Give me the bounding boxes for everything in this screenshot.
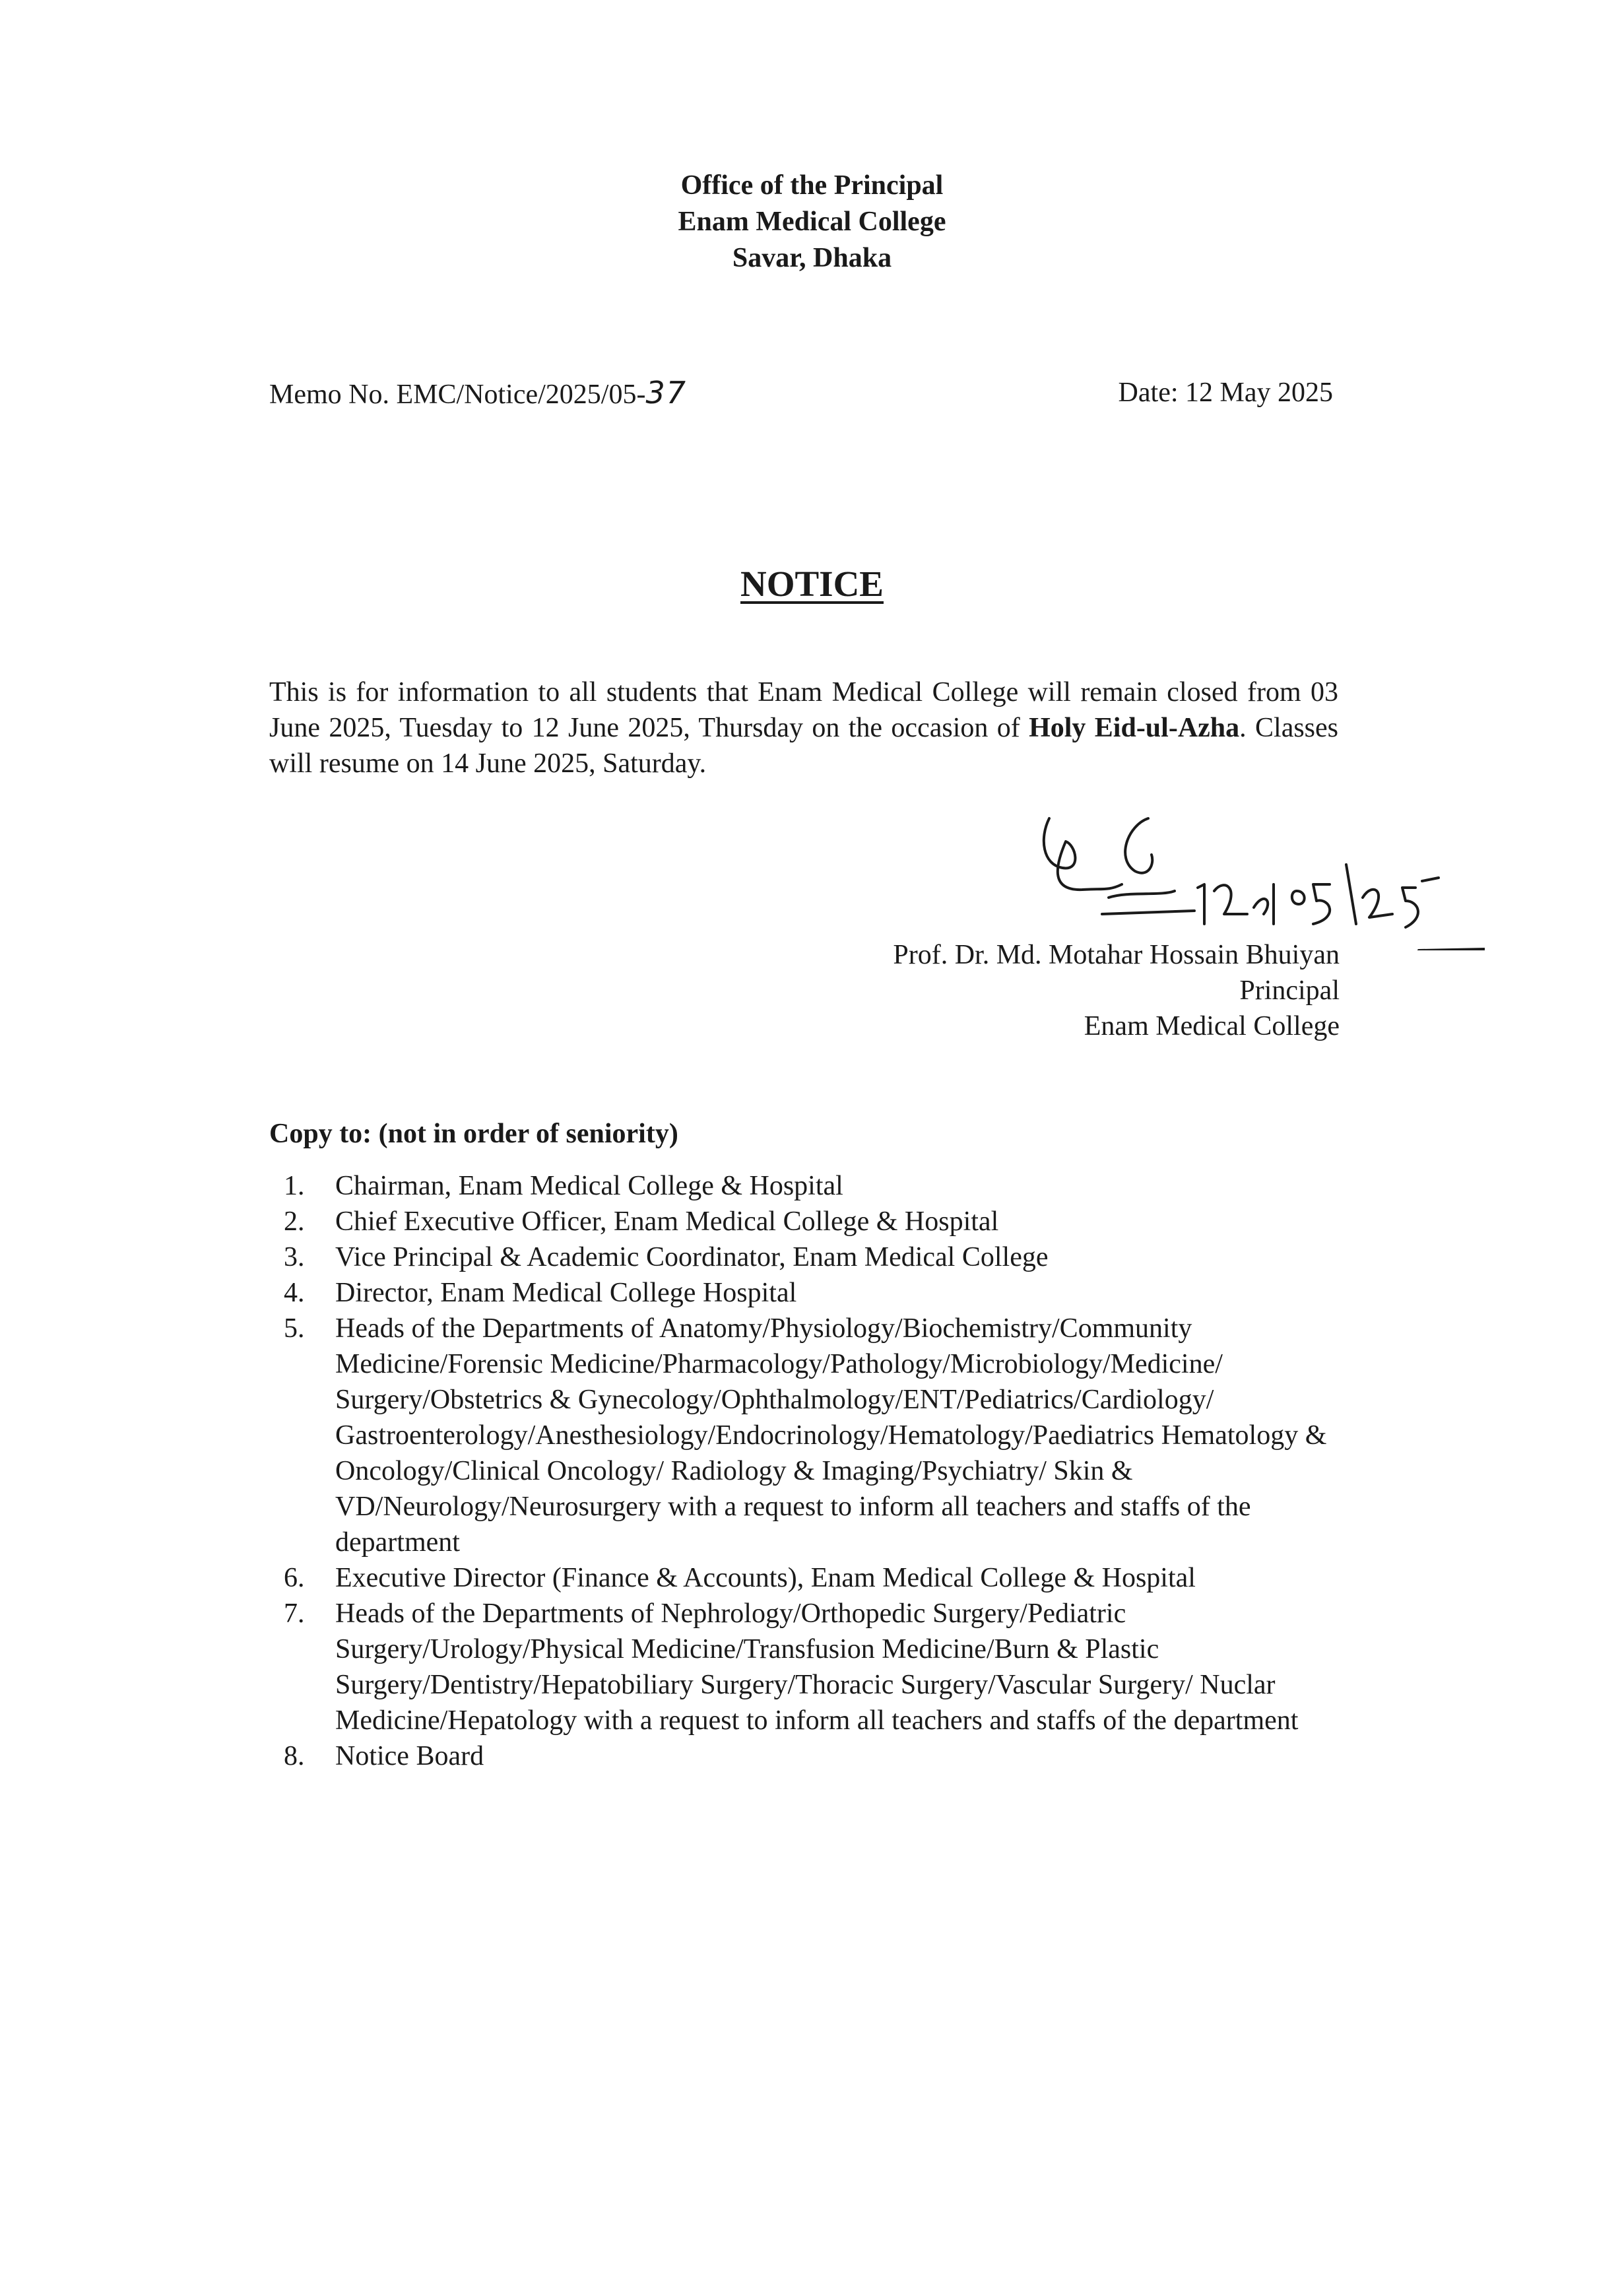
list-item-text: Heads of the Departments of Nephrology/Orthopedic Surgery/Pediatric Surgery/Urology/Physical Medicine/Transfusion Medicine/Burn & Plastic Surgery/Dentistry/Hepatobiliary Surgery/Thoracic Surgery/Vascular Surgery/ Nuclar Medicine/Hepatology with a request to inform all teachers and staffs of the department [335,1598,1299,1736]
notice-body-resume: . Classes will resume on 14 June 2025, Saturday. [269,713,1339,779]
list-item-text: Chief Executive Officer, Enam Medical College & Hospital [335,1206,999,1237]
signatory-name: Prof. Dr. Md. Motahar Hossain Bhuiyan [893,940,1340,970]
handwritten-signature [1036,792,1485,950]
notice-body [269,674,1338,781]
memo-date: Date: 12 May 2025 [1118,378,1333,408]
list-item-number: 2. [284,1206,305,1237]
list-item [269,1168,1351,1204]
list-item [269,1311,1351,1560]
signature-initials-stroke-1 [1044,818,1122,890]
list-item-number: 4. [284,1278,305,1308]
list-item-number: 8. [284,1741,305,1771]
list-item [269,1204,1351,1239]
signature-date-4 [1292,891,1305,904]
memo-line [269,374,1333,413]
list-item-number: 3. [284,1242,305,1272]
list-item-number: 7. [284,1598,305,1629]
signature-initials-stroke-2 [1102,818,1194,914]
signatory-title: Principal [1239,975,1340,1006]
signature-dash [1422,878,1439,881]
copy-to-list [269,1168,1351,1774]
list-item-text: Heads of the Departments of Anatomy/Physiology/Biochemistry/Community Medicine/Forensic Medicine/Pharmacology/Pathology/Microbiology/Medicine/ Surgery/Obstetrics & Gynecology/Ophthalmology/ENT/Pediatrics/Cardiology/ Gastroenterology/Anesthesiology/Endocrinology/Hematology/Paediatrics Hematology & Oncology/Clinical Oncology/ Radiology & Imaging/Psychiatry/ Skin & VD/Neurology/Neurosurgery with a request to inform all teachers and staffs of the department [335,1313,1327,1558]
list-item-number: 6. [284,1563,305,1593]
list-item-text: Chairman, Enam Medical College & Hospital [335,1171,843,1201]
signatory-institution: Enam Medical College [1084,1011,1340,1041]
list-item-text: Vice Principal & Academic Coordinator, Enam Medical College [335,1242,1049,1272]
list-item [269,1239,1351,1275]
letterhead-office: Office of the Principal [680,170,944,201]
signature-date-6 [1346,865,1356,924]
signature-date-5 [1313,884,1330,924]
list-item-text: Executive Director (Finance & Accounts), Enam Medical College & Hospital [335,1563,1196,1593]
signature-date-8 [1402,888,1418,927]
list-item-text: Notice Board [335,1741,484,1771]
signature-underline [1419,949,1485,950]
list-item [269,1596,1351,1738]
notice-body-text: This is for information to all students that Enam Medical College will remain closed from 03 June 2025, Tuesday to 12 June 2025, Thursday on the occasion of [269,677,1338,743]
notice-body-occasion: Holy Eid-ul-Azha [1029,713,1240,743]
memo-number-handwritten: 37 [645,375,687,411]
list-item-number: 1. [284,1171,305,1201]
letterhead [0,168,1624,277]
signature-date-7 [1363,890,1392,917]
memo-label: Memo No. EMC/Notice/2025/05- [269,379,646,410]
list-item-number: 5. [284,1313,305,1344]
notice-title-text: NOTICE [740,564,884,604]
notice-title [0,561,1624,607]
signatory-block [792,937,1340,1044]
signature-date-3 [1254,884,1274,924]
list-item [269,1560,1351,1596]
list-item-text: Director, Enam Medical College Hospital [335,1278,797,1308]
letterhead-location: Savar, Dhaka [732,243,892,273]
signature-date-1 [1198,884,1204,924]
list-item [269,1738,1351,1774]
signature-date-2 [1214,885,1247,914]
list-item [269,1275,1351,1311]
copy-to-heading: Copy to: (not in order of seniority) [269,1119,678,1149]
letterhead-college: Enam Medical College [678,207,946,237]
